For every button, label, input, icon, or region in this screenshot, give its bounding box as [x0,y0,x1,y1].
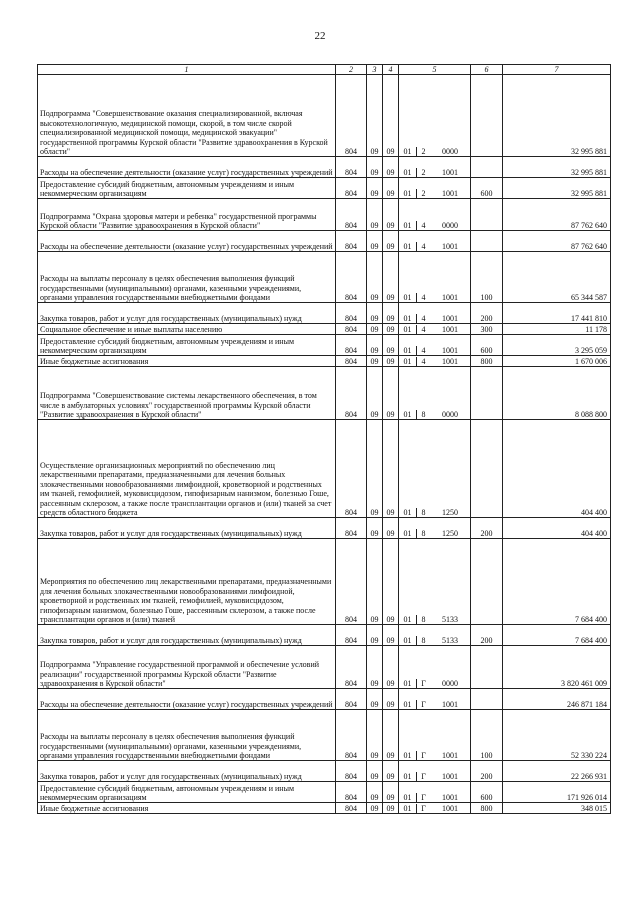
row-amount: 3 295 059 [503,335,611,356]
row-subsection: 09 [383,518,399,539]
page-number: 22 [314,30,326,42]
row-ministry: 804 [336,710,367,761]
row-name: Расходы на выплаты персоналу в целях обеспечения выполнения функций государственными (муниципальными) органами, казенными учреждениями, органами управления государственными внебюджетными фондами [38,252,336,303]
row-amount: 22 266 931 [503,761,611,782]
row-target-article [399,75,471,157]
row-name: Осуществление организационных мероприятий по обеспечению лиц лекарственными препаратами, предназначенными для лечения больных злокачественными новообразованиями лимфоидной, кроветворной и родственных им тканей, гемофилией, муковисцидозом, гипофизарным нанизмом, болезнью Гоше, рассеянным склерозом, а также после трансплантации органов и (или) тканей за счет средств областного бюджета [38,420,336,518]
row-article-code: 0000 [442,221,458,230]
row-amount: 65 344 587 [503,252,611,303]
row-target-article [399,518,471,539]
row-expense-type: 600 [471,782,503,803]
row-subprogram: Г [421,804,426,813]
row-ministry: 804 [336,199,367,231]
row-program: 01 [399,189,417,198]
header-col-1: 1 [38,65,336,75]
row-amount: 17 441 810 [503,303,611,324]
row-subprogram: 4 [421,346,426,355]
row-subprogram: 4 [421,314,426,323]
table-row [38,178,611,199]
row-program: 01 [399,346,417,355]
row-name: Мероприятия по обеспечению лиц лекарственными препаратами, предназначенными для лечения больных злокачественными новообразованиями лимфоидной, кроветворной и родственных им тканей, гемофилией, муковисцидозом, гипофизарным нанизмом, болезнью Гоше, рассеянным склерозом, а также после трансплантации органов и (или) тканей [38,539,336,625]
table-row [38,252,611,303]
row-section: 09 [367,199,383,231]
row-subprogram: 4 [421,293,426,302]
row-amount: 404 400 [503,420,611,518]
row-subprogram: 4 [421,357,426,366]
row-expense-type [471,646,503,689]
row-name: Закупка товаров, работ и услуг для государственных (муниципальных) нужд [38,625,336,646]
row-target-article [399,625,471,646]
table-row [38,625,611,646]
row-name: Социальное обеспечение и иные выплаты населению [38,324,336,335]
row-ministry: 804 [336,761,367,782]
row-section: 09 [367,335,383,356]
row-target-article [399,252,471,303]
row-ministry: 804 [336,75,367,157]
row-target-article [399,367,471,420]
row-expense-type: 200 [471,625,503,646]
row-section: 09 [367,157,383,178]
row-program: 01 [399,221,417,230]
row-program: 01 [399,314,417,323]
row-subsection: 09 [383,335,399,356]
row-amount: 52 330 224 [503,710,611,761]
row-amount: 246 871 184 [503,689,611,710]
row-target-article [399,324,471,335]
row-subsection: 09 [383,420,399,518]
row-ministry: 804 [336,625,367,646]
row-subsection: 09 [383,252,399,303]
row-program: 01 [399,168,417,177]
row-program: 01 [399,700,417,709]
row-expense-type: 100 [471,252,503,303]
row-article-code: 1001 [442,314,458,323]
row-expense-type: 800 [471,356,503,367]
row-target-article [399,689,471,710]
row-program: 01 [399,529,417,538]
row-target-article [399,420,471,518]
row-section: 09 [367,367,383,420]
row-section: 09 [367,761,383,782]
row-target-article [399,157,471,178]
row-subprogram: 8 [421,508,426,517]
row-subsection: 09 [383,178,399,199]
table-row [38,539,611,625]
row-subprogram: 4 [421,221,426,230]
row-amount: 348 015 [503,803,611,814]
row-name: Расходы на обеспечение деятельности (оказание услуг) государственных учреждений [38,157,336,178]
row-ministry: 804 [336,252,367,303]
row-amount: 1 670 006 [503,356,611,367]
row-program: 01 [399,679,417,688]
row-article-code: 1001 [442,700,458,709]
row-program: 01 [399,147,417,156]
row-section: 09 [367,689,383,710]
row-subsection: 09 [383,157,399,178]
row-subsection: 09 [383,231,399,252]
row-section: 09 [367,356,383,367]
row-name: Закупка товаров, работ и услуг для государственных (муниципальных) нужд [38,303,336,324]
row-section: 09 [367,625,383,646]
row-program: 01 [399,772,417,781]
row-target-article [399,782,471,803]
row-subprogram: 8 [421,636,426,645]
row-section: 09 [367,710,383,761]
table-row [38,157,611,178]
row-amount: 11 178 [503,324,611,335]
row-article-code: 1001 [442,189,458,198]
row-section: 09 [367,303,383,324]
row-subprogram: Г [421,700,426,709]
header-col-7: 7 [503,65,611,75]
row-program: 01 [399,751,417,760]
header-col-3: 3 [367,65,383,75]
row-article-code: 0000 [442,147,458,156]
row-expense-type: 800 [471,803,503,814]
row-amount: 3 820 461 009 [503,646,611,689]
table-row [38,689,611,710]
row-program: 01 [399,636,417,645]
row-article-code: 1001 [442,168,458,177]
row-target-article [399,231,471,252]
row-amount: 32 995 881 [503,178,611,199]
row-section: 09 [367,803,383,814]
row-name: Предоставление субсидий бюджетным, автономным учреждениям и иным некоммерческим организациям [38,782,336,803]
table-row [38,324,611,335]
row-subsection: 09 [383,367,399,420]
row-amount: 7 684 400 [503,625,611,646]
row-name: Подпрограмма "Совершенствование системы лекарственного обеспечения, в том числе в амбулаторных условиях" государственной программы Курской области "Развитие здравоохранения в Курской области" [38,367,336,420]
table-row [38,367,611,420]
row-section: 09 [367,75,383,157]
row-subprogram: Г [421,679,426,688]
row-expense-type: 200 [471,761,503,782]
row-target-article [399,303,471,324]
row-subprogram: 2 [421,147,426,156]
row-subprogram: 8 [421,529,426,538]
row-ministry: 804 [336,420,367,518]
row-name: Подпрограмма "Управление государственной программой и обеспечение условий реализации" государственной программы Курской области "Развитие здравоохранения в Курской области" [38,646,336,689]
row-ministry: 804 [336,178,367,199]
row-article-code: 0000 [442,410,458,419]
row-article-code: 1001 [442,293,458,302]
header-col-6: 6 [471,65,503,75]
row-ministry: 804 [336,303,367,324]
row-expense-type: 600 [471,335,503,356]
row-program: 01 [399,357,417,366]
row-subsection: 09 [383,324,399,335]
row-ministry: 804 [336,689,367,710]
row-ministry: 804 [336,324,367,335]
row-article-code: 1001 [442,357,458,366]
row-section: 09 [367,646,383,689]
row-ministry: 804 [336,335,367,356]
row-ministry: 804 [336,646,367,689]
row-expense-type [471,199,503,231]
row-expense-type: 600 [471,178,503,199]
row-section: 09 [367,518,383,539]
row-article-code: 1250 [442,508,458,517]
row-article-code: 1001 [442,793,458,802]
row-ministry: 804 [336,157,367,178]
row-name: Предоставление субсидий бюджетным, автономным учреждениям и иным некоммерческим организациям [38,178,336,199]
row-program: 01 [399,293,417,302]
row-name: Подпрограмма "Совершенствование оказания специализированной, включая высокотехнологичную, медицинской помощи, скорой, в том числе скорой специализированной медицинской помощи, медицинской эвакуации" государственной программы Курской области "Развитие здравоохранения в Курской области" [38,75,336,157]
table-row [38,335,611,356]
row-expense-type: 100 [471,710,503,761]
row-amount: 171 926 014 [503,782,611,803]
row-expense-type [471,231,503,252]
row-subprogram: 2 [421,189,426,198]
header-row [38,65,611,75]
row-expense-type: 200 [471,518,503,539]
row-amount: 7 684 400 [503,539,611,625]
row-ministry: 804 [336,367,367,420]
row-subprogram: Г [421,772,426,781]
row-subsection: 09 [383,782,399,803]
budget-table [37,64,611,814]
row-subsection: 09 [383,710,399,761]
row-expense-type [471,539,503,625]
row-program: 01 [399,325,417,334]
header-col-2: 2 [336,65,367,75]
row-section: 09 [367,539,383,625]
table-row [38,420,611,518]
table-row [38,199,611,231]
row-program: 01 [399,793,417,802]
row-section: 09 [367,231,383,252]
row-target-article [399,710,471,761]
table-row [38,303,611,324]
row-ministry: 804 [336,782,367,803]
table-row [38,710,611,761]
row-subsection: 09 [383,356,399,367]
row-ministry: 804 [336,231,367,252]
row-name: Закупка товаров, работ и услуг для государственных (муниципальных) нужд [38,761,336,782]
row-amount: 8 088 800 [503,367,611,420]
table-row [38,231,611,252]
row-ministry: 804 [336,803,367,814]
row-article-code: 1001 [442,751,458,760]
row-name: Расходы на обеспечение деятельности (оказание услуг) государственных учреждений [38,231,336,252]
row-article-code: 5133 [442,615,458,624]
row-amount: 404 400 [503,518,611,539]
row-expense-type: 200 [471,303,503,324]
row-expense-type [471,157,503,178]
row-name: Подпрограмма "Охрана здоровья матери и ребенка" государственной программы Курской области "Развитие здравоохранения в Курской области" [38,199,336,231]
table-row [38,518,611,539]
row-subprogram: Г [421,751,426,760]
row-target-article [399,335,471,356]
table-row [38,782,611,803]
row-program: 01 [399,242,417,251]
row-amount: 87 762 640 [503,231,611,252]
row-program: 01 [399,804,417,813]
row-program: 01 [399,508,417,517]
row-ministry: 804 [336,539,367,625]
table-row [38,75,611,157]
table-row [38,803,611,814]
row-ministry: 804 [336,356,367,367]
row-target-article [399,199,471,231]
row-subprogram: 8 [421,410,426,419]
row-amount: 32 995 881 [503,157,611,178]
row-target-article [399,178,471,199]
row-article-code: 1001 [442,325,458,334]
row-section: 09 [367,782,383,803]
row-subsection: 09 [383,539,399,625]
row-amount: 87 762 640 [503,199,611,231]
row-subprogram: 2 [421,168,426,177]
row-subprogram: 4 [421,325,426,334]
row-section: 09 [367,252,383,303]
row-target-article [399,539,471,625]
row-expense-type [471,689,503,710]
row-subsection: 09 [383,75,399,157]
row-expense-type: 300 [471,324,503,335]
row-program: 01 [399,410,417,419]
row-article-code: 1001 [442,804,458,813]
row-article-code: 1001 [442,242,458,251]
row-article-code: 0000 [442,679,458,688]
table-row [38,356,611,367]
row-name: Предоставление субсидий бюджетным, автономным учреждениям и иным некоммерческим организациям [38,335,336,356]
row-subsection: 09 [383,199,399,231]
row-subprogram: 8 [421,615,426,624]
row-name: Иные бюджетные ассигнования [38,356,336,367]
header-col-5: 5 [399,65,471,75]
row-target-article [399,646,471,689]
header-col-4: 4 [383,65,399,75]
row-section: 09 [367,420,383,518]
row-subsection: 09 [383,803,399,814]
row-program: 01 [399,615,417,624]
row-name: Закупка товаров, работ и услуг для государственных (муниципальных) нужд [38,518,336,539]
row-subsection: 09 [383,646,399,689]
row-article-code: 1250 [442,529,458,538]
row-name: Расходы на выплаты персоналу в целях обеспечения выполнения функций государственными (муниципальными) органами, казенными учреждениями, органами управления государственными внебюджетными фондами [38,710,336,761]
row-name: Расходы на обеспечение деятельности (оказание услуг) государственных учреждений [38,689,336,710]
row-article-code: 1001 [442,772,458,781]
row-article-code: 5133 [442,636,458,645]
row-section: 09 [367,324,383,335]
table-row [38,646,611,689]
row-subsection: 09 [383,761,399,782]
row-subprogram: 4 [421,242,426,251]
row-article-code: 1001 [442,346,458,355]
row-expense-type [471,75,503,157]
row-target-article [399,761,471,782]
row-expense-type [471,367,503,420]
row-section: 09 [367,178,383,199]
row-subsection: 09 [383,625,399,646]
row-name: Иные бюджетные ассигнования [38,803,336,814]
row-target-article [399,356,471,367]
row-expense-type [471,420,503,518]
row-subsection: 09 [383,689,399,710]
row-ministry: 804 [336,518,367,539]
row-amount: 32 995 881 [503,75,611,157]
row-subsection: 09 [383,303,399,324]
table-row [38,761,611,782]
row-subprogram: Г [421,793,426,802]
row-target-article [399,803,471,814]
